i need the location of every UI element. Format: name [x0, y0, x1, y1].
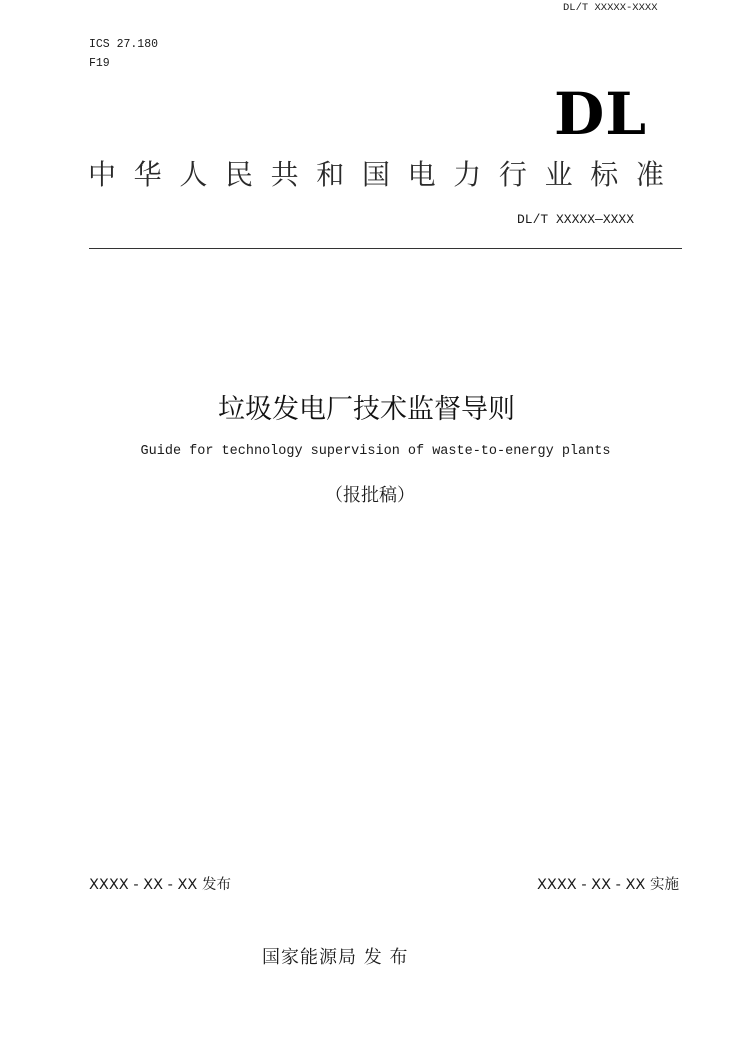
divider-rule	[89, 248, 682, 249]
standard-title-char: 国	[361, 158, 390, 191]
standard-number: DL/T XXXXX—XXXX	[517, 212, 635, 227]
standard-title-char: 民	[224, 158, 253, 191]
standard-title-char: 和	[316, 158, 345, 191]
dl-logo: DL	[554, 80, 648, 148]
standard-title-char: 华	[133, 158, 162, 191]
implementation-date: XXXX - XX - XX 实施	[537, 877, 679, 893]
header-code: DL/T XXXXX-XXXX	[563, 2, 658, 14]
standard-title-char: 准	[635, 158, 664, 191]
standard-title-char: 行	[498, 158, 527, 191]
document-status: （报批稿）	[325, 485, 415, 506]
standard-title-char: 共	[270, 158, 299, 191]
standard-title-char: 力	[453, 158, 482, 191]
ics-code: ICS 27.180	[89, 38, 159, 51]
classification-code: F19	[89, 57, 110, 70]
standard-title	[88, 153, 664, 193]
issuing-authority: 国家能源局 发 布	[262, 947, 409, 968]
issue-date: XXXX - XX - XX 发布	[89, 877, 231, 893]
standard-title-char: 标	[590, 158, 619, 191]
standard-title-char: 业	[544, 158, 573, 191]
standard-title-char: 中	[88, 158, 117, 191]
standard-title-char: 电	[407, 158, 436, 191]
document-title: 垃圾发电厂技术监督导则	[218, 394, 515, 425]
standard-title-char: 人	[179, 158, 208, 191]
document-title-english: Guide for technology supervision of waste-to-energy plants	[140, 444, 611, 459]
